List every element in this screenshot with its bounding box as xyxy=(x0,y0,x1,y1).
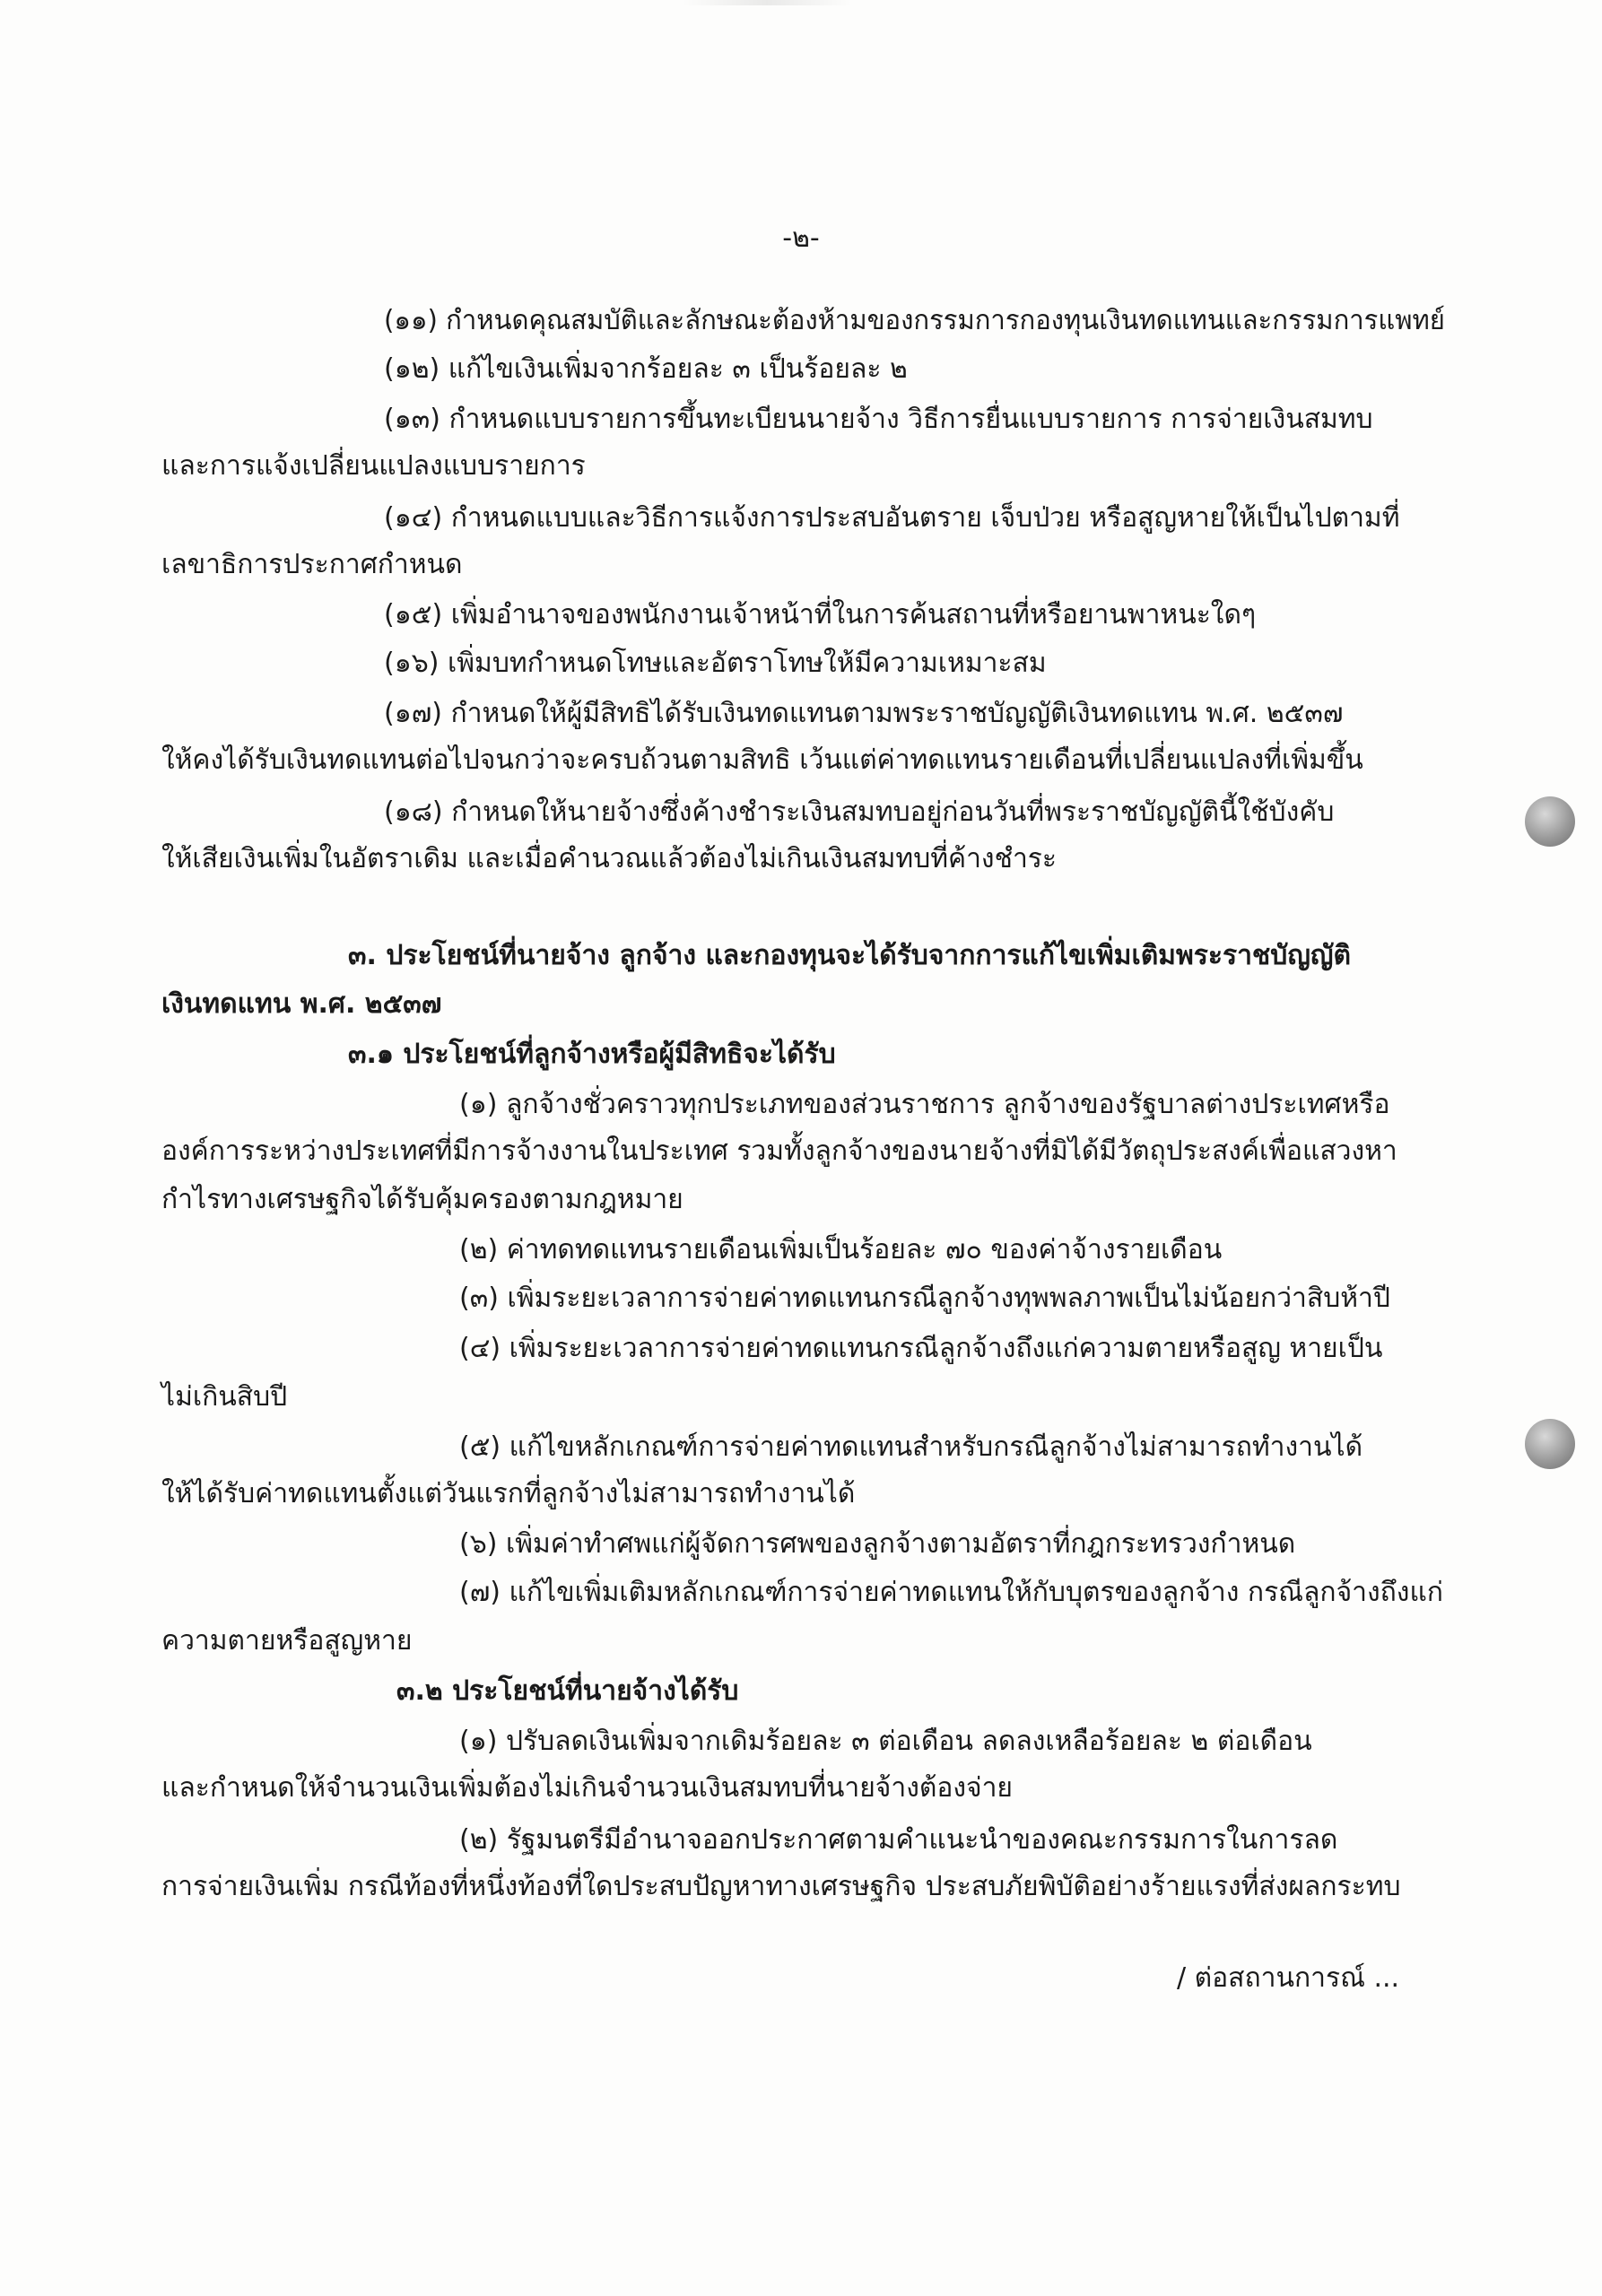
item-14-line2: เลขาธิการประกาศกำหนด xyxy=(161,549,463,580)
employer-benefit-2-line1: (๒) รัฐมนตรีมีอำนาจออกประกาศตามคำแนะนำของคณะกรรมการในการลด xyxy=(459,1824,1338,1856)
section-3-1-heading: ๓.๑ ประโยชน์ที่ลูกจ้างหรือผู้มีสิทธิจะได้รับ xyxy=(348,1039,836,1070)
item-16: (๑๖) เพิ่มบทกำหนดโทษและอัตราโทษให้มีความเหมาะสม xyxy=(384,648,1047,679)
item-17-line2: ให้คงได้รับเงินทดแทนต่อไปจนกว่าจะครบถ้วนตามสิทธิ เว้นแต่ค่าทดแทนรายเดือนที่เปลี่ยนแปลงที่เพิ่มขึ้น xyxy=(161,744,1363,776)
benefit-5-line1: (๕) แก้ไขหลักเกณฑ์การจ่ายค่าทดแทนสำหรับกรณีลูกจ้างไม่สามารถทำงานได้ xyxy=(459,1431,1363,1463)
continuation-note: / ต่อสถานการณ์ ... xyxy=(1177,1962,1400,1994)
benefit-1-line1: (๑) ลูกจ้างชั่วคราวทุกประเภทของส่วนราชการ ลูกจ้างของรัฐบาลต่างประเทศหรือ xyxy=(459,1089,1390,1120)
item-12: (๑๒) แก้ไขเงินเพิ่มจากร้อยละ ๓ เป็นร้อยละ ๒ xyxy=(384,353,908,385)
benefit-7-line2: ความตายหรือสูญหาย xyxy=(161,1625,413,1657)
benefit-1-line3: กำไรทางเศรษฐกิจได้รับคุ้มครองตามกฎหมาย xyxy=(161,1184,683,1215)
punch-hole xyxy=(1525,1419,1575,1469)
item-17-line1: (๑๗) กำหนดให้ผู้มีสิทธิได้รับเงินทดแทนตามพระราชบัญญัติเงินทดแทน พ.ศ. ๒๕๓๗ xyxy=(384,698,1344,729)
item-11: (๑๑) กำหนดคุณสมบัติและลักษณะต้องห้ามของกรรมการกองทุนเงินทดแทนและกรรมการแพทย์ xyxy=(384,305,1445,336)
item-13-line1: (๑๓) กำหนดแบบรายการขึ้นทะเบียนนายจ้าง วิธีการยื่นแบบรายการ การจ่ายเงินสมทบ xyxy=(384,404,1373,435)
item-18-line1: (๑๘) กำหนดให้นายจ้างซึ่งค้างชำระเงินสมทบอยู่ก่อนวันที่พระราชบัญญัตินี้ใช้บังคับ xyxy=(384,796,1335,828)
scan-mark xyxy=(682,0,852,5)
section-3-2-heading: ๓.๒ ประโยชน์ที่นายจ้างได้รับ xyxy=(396,1675,739,1707)
item-15: (๑๕) เพิ่มอำนาจของพนักงานเจ้าหน้าที่ในการค้นสถานที่หรือยานพาหนะใดๆ xyxy=(384,599,1257,631)
item-18-line2: ให้เสียเงินเพิ่มในอัตราเดิม และเมื่อคำนวณแล้วต้องไม่เกินเงินสมทบที่ค้างชำระ xyxy=(161,843,1058,874)
employer-benefit-2-line2: การจ่ายเงินเพิ่ม กรณีท้องที่หนึ่งท้องที่ใดประสบปัญหาทางเศรษฐกิจ ประสบภัยพิบัติอย่างร้ายแรงที่ส่งผลกระทบ xyxy=(161,1871,1401,1902)
benefit-4-line2: ไม่เกินสิบปี xyxy=(161,1381,288,1413)
benefit-5-line2: ให้ได้รับค่าทดแทนตั้งแต่วันแรกที่ลูกจ้างไม่สามารถทำงานได้ xyxy=(161,1478,856,1509)
item-13-line2: และการแจ้งเปลี่ยนแปลงแบบรายการ xyxy=(161,450,586,482)
benefit-7-line1: (๗) แก้ไขเพิ่มเติมหลักเกณฑ์การจ่ายค่าทดแทนให้กับบุตรของลูกจ้าง กรณีลูกจ้างถึงแก่ xyxy=(459,1577,1443,1608)
item-14-line1: (๑๔) กำหนดแบบและวิธีการแจ้งการประสบอันตราย เจ็บป่วย หรือสูญหายให้เป็นไปตามที่ xyxy=(384,502,1400,534)
section-3-heading-line2: เงินทดแทน พ.ศ. ๒๕๓๗ xyxy=(161,988,442,1020)
benefit-2: (๒) ค่าทดทดแทนรายเดือนเพิ่มเป็นร้อยละ ๗๐ ของค่าจ้างรายเดือน xyxy=(459,1234,1223,1265)
punch-hole xyxy=(1525,796,1575,847)
benefit-4-line1: (๔) เพิ่มระยะเวลาการจ่ายค่าทดแทนกรณีลูกจ้างถึงแก่ความตายหรือสูญ หายเป็น xyxy=(459,1333,1383,1364)
benefit-1-line2: องค์การระหว่างประเทศที่มีการจ้างงานในประเทศ รวมทั้งลูกจ้างของนายจ้างที่มิได้มีวัตถุประสงค์เพื่อแสวงหา xyxy=(161,1135,1397,1167)
benefit-3: (๓) เพิ่มระยะเวลาการจ่ายค่าทดแทนกรณีลูกจ้างทุพพลภาพเป็นไม่น้อยกว่าสิบห้าปี xyxy=(459,1283,1390,1314)
employer-benefit-1-line1: (๑) ปรับลดเงินเพิ่มจากเดิมร้อยละ ๓ ต่อเดือน ลดลงเหลือร้อยละ ๒ ต่อเดือน xyxy=(459,1726,1312,1757)
page-number: -๒- xyxy=(782,222,820,254)
benefit-6: (๖) เพิ่มค่าทำศพแก่ผู้จัดการศพของลูกจ้างตามอัตราที่กฎกระทรวงกำหนด xyxy=(459,1528,1296,1560)
employer-benefit-1-line2: และกำหนดให้จำนวนเงินเพิ่มต้องไม่เกินจำนวนเงินสมทบที่นายจ้างต้องจ่าย xyxy=(161,1772,1013,1804)
section-3-heading-line1: ๓. ประโยชน์ที่นายจ้าง ลูกจ้าง และกองทุนจะได้รับจากการแก้ไขเพิ่มเติมพระราชบัญญัติ xyxy=(348,940,1351,971)
